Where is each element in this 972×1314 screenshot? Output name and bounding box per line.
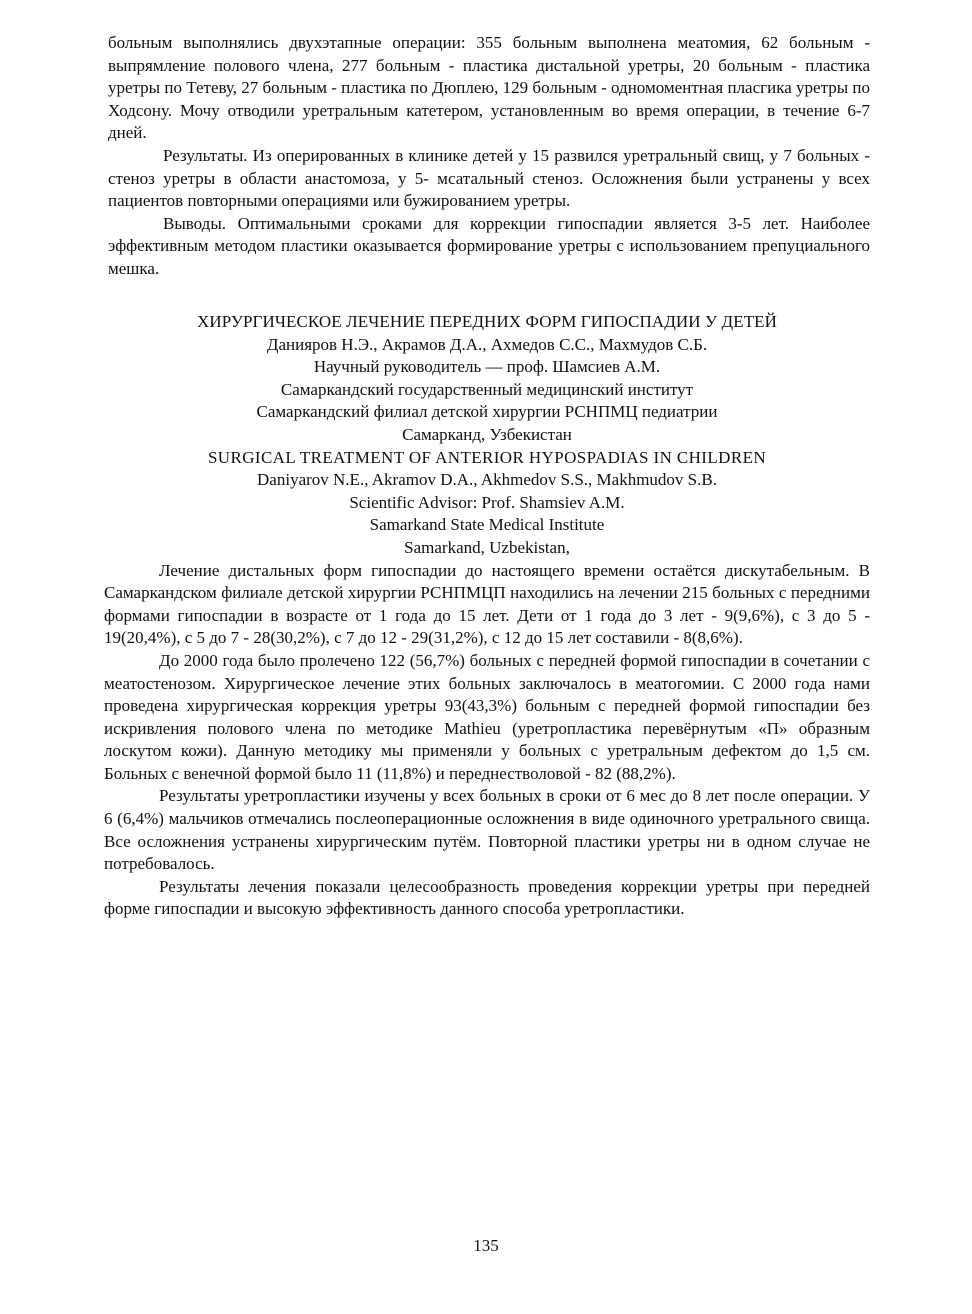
institution-en: Samarkand State Medical Institute	[369, 515, 605, 535]
body-paragraph: Результаты лечения показали целесообразность проведения коррекции уретры при передней форме гипоспадии и высокую эффективность данного способа уретропластики.	[104, 876, 870, 919]
article-title-en: SURGICAL TREATMENT OF ANTERIOR HYPOSPADIAS IN CHILDREN	[207, 447, 767, 467]
advisor-en: Scientific Advisor: Prof. Shamsiev A.M.	[349, 492, 625, 512]
authors-ru: Данияров Н.Э., Акрамов Д.А., Ахмедов С.С., Махмудов С.Б.	[266, 334, 708, 354]
authors-en: Daniyarov N.E., Akramov D.A., Akhmedov S.S., Makhmudov S.B.	[257, 470, 717, 490]
institution-ru: Самаркандский государственный медицинский институт	[280, 379, 694, 399]
previous-article-conclusions: Выводы. Оптимальными сроками для коррекции гипоспадии является 3-5 лет. Наиболее эффективным методом пластики оказывается формирование уретры с использованием препуциального мешка.	[108, 213, 870, 278]
previous-article-tail	[108, 32, 870, 281]
city-ru: Самарканд, Узбекистан	[402, 424, 572, 444]
body-paragraph: Результаты уретропластики изучены у всех больных в сроки от 6 мес до 8 лет после операции. У 6 (6,4%) мальчиков отмечались послеоперационные осложнения в виде одиночного уретрального свища. Все осложнения устранены хирургическим путём. Повторной пластики уретры ни в одном случае не потребовалось.	[104, 786, 870, 874]
article	[104, 311, 870, 921]
body-paragraph: До 2000 года было пролечено 122 (56,7%) больных с передней формой гипоспадии в сочетании с меатостенозом. Хирургическое лечение этих больных заключалось в меатогомии. С 2000 года нами проведена хирургическая коррекция уретры 93(43,3%) больным с передней формой гипоспадии без искривления полового члена по методике Mathieu (уретропластика перевёрнутым «П» образным лоскутом кожи). Данную методику мы применяли у больных с уретральным дефектом до 1,5 см. Больных с венечной формой было 11 (11,8%) и переднестволовой - 82 (88,2%).	[104, 650, 870, 783]
previous-article-paragraph: больным выполнялись двухэтапные операции: 355 больным выполнена меатомия, 62 больным - выпрямление полового члена, 277 больным - пластика дистальной уретры, 20 больным - пластика уретры по Тетеву, 27 больным - пластика по Дюплею, 129 больным - одномоментная пласгика уретры по Ходсону. Мочу отводили уретральным катетером, установленным во время операции, в течение 6-7 дней.	[108, 33, 870, 143]
advisor-ru: Научный руководитель — проф. Шамсиев А.М.	[313, 357, 661, 377]
previous-article-results: Результаты. Из оперированных в клинике детей у 15 развился уретральный свищ, у 7 больных - стеноз уретры в области анастомоза, у 5- мсатальный стеноз. Осложнения были устранены у всех пациентов повторными операциями или бужированием уретры.	[108, 145, 870, 211]
page-number: 135	[473, 1236, 499, 1255]
article-title-ru: ХИРУРГИЧЕСКОЕ ЛЕЧЕНИЕ ПЕРЕДНИХ ФОРМ ГИПОСПАДИИ У ДЕТЕЙ	[196, 312, 778, 331]
body-paragraph: Лечение дистальных форм гипоспадии до настоящего времени остаётся дискутабельным. В Самаркандском филиале детской хирургии РСНПМЦП находились на лечении 215 больных с передними формами гипоспадии в возрасте от 1 года до 15 лет. Дети от 1 года до 3 лет - 9(9,6%), с 3 до 5 - 19(20,4%), с 5 до 7 - 28(30,2%), с 7 до 12 - 29(31,2%), с 12 до 15 лет составили - 8(8,6%).	[104, 560, 870, 648]
branch-ru: Самаркандский филиал детской хирургии РСНПМЦ педиатрии	[256, 402, 718, 422]
city-en: Samarkand, Uzbekistan,	[404, 537, 570, 557]
